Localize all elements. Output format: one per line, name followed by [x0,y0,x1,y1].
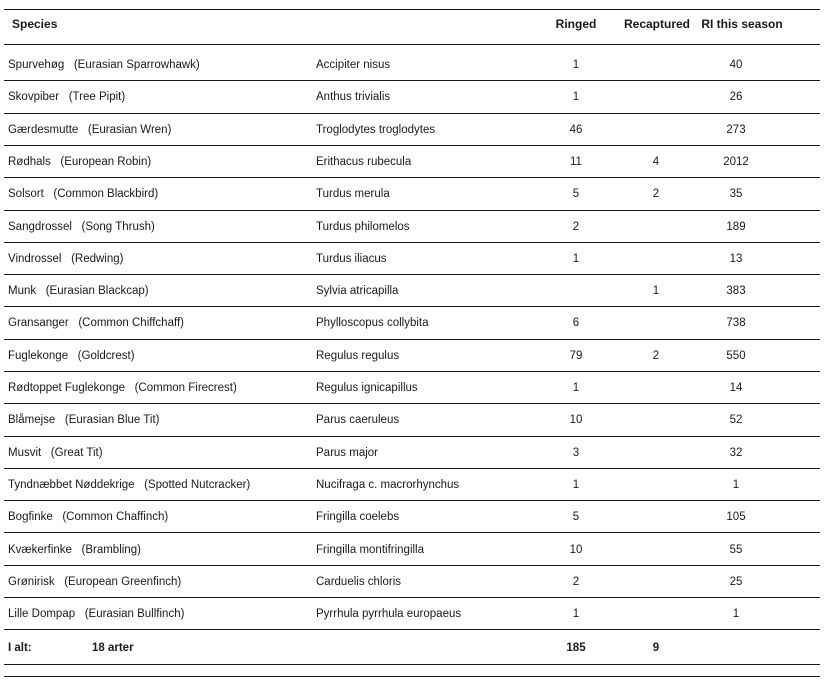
latin-name: Parus caeruleus [316,414,400,427]
recaptured-count [626,114,686,146]
ringed-count: 1 [572,59,580,71]
ringed-count [546,275,606,307]
ringed-count: 6 [572,317,580,330]
season-count: 35 [729,188,743,201]
species-name: Rødhals (European Robin) [8,155,152,168]
season-count: 55 [729,543,743,556]
species-name: Grønirisk (European Greenfinch) [8,575,182,588]
table-row [0,211,827,243]
total-bottom-rule [4,664,820,665]
season-count: 14 [729,382,743,394]
table-row [0,275,827,307]
table-end-rule [4,676,820,677]
latin-name: Turdus iliacus [316,252,387,265]
latin-name: Erithacus rubecula [316,155,412,168]
ringed-count: 1 [572,252,580,265]
ringed-count: 1 [572,478,580,491]
latin-name: Carduelis chloris [316,575,402,588]
recaptured-count [626,501,686,533]
latin-name: Pyrrhula pyrrhula europaeus [316,608,462,621]
species-name: Bogfinke (Common Chaffinch) [8,511,169,524]
recaptured-count [626,598,686,630]
table-row [0,49,827,81]
species-name: Solsort (Common Blackbird) [8,188,159,201]
ringed-count: 79 [569,349,583,362]
total-label: I alt: [8,642,32,654]
table-row [0,534,827,566]
ringed-count: 1 [572,382,580,394]
table-row [0,307,827,339]
season-count: 189 [726,220,746,233]
species-name: Rødtoppet Fuglekonge (Common Firecrest) [8,382,237,394]
season-count: 383 [726,285,746,298]
season-count: 273 [726,123,746,136]
latin-name: Regulus ignicapillus [316,382,418,394]
total-ringed: 185 [566,642,586,654]
species-name: Munk (Eurasian Blackcap) [8,285,149,298]
recaptured-count [626,243,686,275]
species-name: Skovpiber (Tree Pipit) [8,91,126,104]
ringed-count: 5 [572,188,580,201]
recaptured-count [626,566,686,598]
total-row [0,632,827,664]
species-name: Tyndnæbbet Nøddekrige (Spotted Nutcracker) [8,478,251,491]
latin-name: Fringilla coelebs [316,511,400,524]
ringed-count: 2 [572,220,580,233]
table-row [0,566,827,598]
header-ringed: Ringed [555,17,597,31]
recaptured-count [626,469,686,501]
latin-name: Anthus trivialis [316,91,391,104]
species-name: Kvækerfinke (Brambling) [8,543,141,556]
recaptured-count: 1 [652,285,660,298]
species-name: Musvit (Great Tit) [8,446,103,459]
species-name: Fuglekonge (Goldcrest) [8,349,135,362]
table-header [0,8,827,40]
recaptured-count: 2 [652,188,660,201]
season-count: 25 [729,575,743,588]
season-count: 105 [726,511,746,524]
season-count: 40 [729,59,743,71]
recaptured-count [626,307,686,339]
recaptured-count [626,534,686,566]
recaptured-count [626,81,686,113]
table-row [0,340,827,372]
table-row [0,598,827,630]
ringed-count: 1 [572,91,580,104]
latin-name: Nucifraga c. macrorhynchus [316,478,460,491]
species-name: Spurvehøg (Eurasian Sparrowhawk) [8,59,200,71]
header-season: RI this season [701,17,783,31]
row-divider [4,629,820,630]
season-count: 738 [726,317,746,330]
ringed-count: 10 [569,414,583,427]
season-count: 1 [732,608,740,621]
total-recaptured: 9 [652,642,660,654]
recaptured-count [626,49,686,81]
recaptured-count [626,211,686,243]
season-count: 2012 [723,155,749,168]
season-count: 1 [732,478,740,491]
table-row [0,178,827,210]
total-species-count: 18 arter [92,642,134,654]
species-name: Sangdrossel (Song Thrush) [8,220,155,233]
latin-name: Regulus regulus [316,349,400,362]
ringed-count: 46 [569,123,583,136]
latin-name: Turdus philomelos [316,220,410,233]
recaptured-count [626,372,686,404]
table-row [0,114,827,146]
ringed-count: 10 [569,543,583,556]
header-species: Species [12,17,58,31]
table-row [0,404,827,436]
season-count: 26 [729,91,743,104]
table-row [0,437,827,469]
species-name: Gransanger (Common Chiffchaff) [8,317,184,330]
recaptured-count: 2 [652,349,660,362]
species-name: Blåmejse (Eurasian Blue Tit) [8,414,160,427]
season-count: 550 [726,349,746,362]
species-name: Lille Dompap (Eurasian Bullfinch) [8,608,185,621]
table-row [0,146,827,178]
ringed-count: 11 [570,155,582,168]
ringed-count: 3 [572,446,580,459]
ringed-count: 1 [572,608,580,621]
season-count: 32 [729,446,743,459]
table-row [0,243,827,275]
latin-name: Fringilla montifringilla [316,543,425,556]
season-count: 13 [729,252,743,265]
recaptured-count [626,404,686,436]
latin-name: Accipiter nisus [316,59,391,71]
table-row [0,501,827,533]
ringed-count: 5 [572,511,580,524]
latin-name: Troglodytes troglodytes [316,123,436,136]
ringed-count: 2 [572,575,580,588]
species-name: Vindrossel (Redwing) [8,252,124,265]
header-bottom-rule [4,44,820,45]
table-row [0,372,827,404]
latin-name: Parus major [316,446,378,459]
table-row [0,469,827,501]
season-count: 52 [729,414,743,427]
latin-name: Phylloscopus collybita [316,317,429,330]
species-name: Gærdesmutte (Eurasian Wren) [8,123,172,136]
recaptured-count [626,437,686,469]
latin-name: Turdus merula [316,188,390,201]
table-row [0,81,827,113]
header-recaptured: Recaptured [623,17,691,31]
latin-name: Sylvia atricapilla [316,285,399,298]
recaptured-count: 4 [652,155,660,168]
